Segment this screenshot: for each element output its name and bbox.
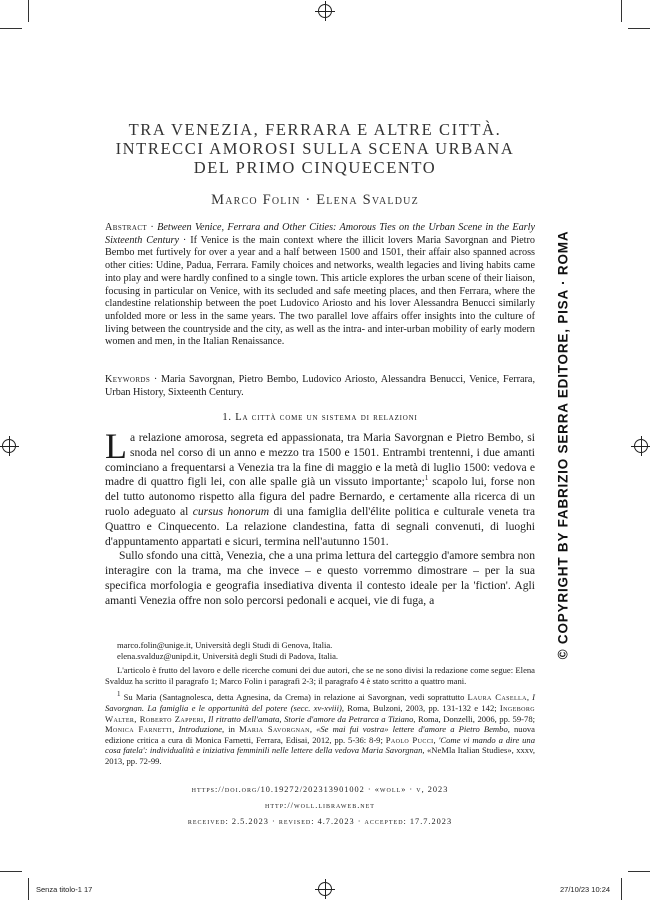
abstract-label: Abstract [105, 222, 148, 233]
crop-mark [28, 878, 29, 900]
body-paragraph-1: La relazione amorosa, segreta ed appassionata, tra Maria Savorgnan e Pietro Bembo, si snoda nel corso di un anno e mezzo tra 1500 e 1501. Entrambi trentenni, i due amanti cominciano a frequentarsi a Venezia tra la fine di maggio e la metà di luglio 1500: vedova e madre di quattro figli lei, con alle spalle già un vissuto importante;$^1$ scapolo lui, forse non del tutto autonomo rispetto alla figura del padre Bernardo, e certamente alla ricerca di un ruolo adeguato al cursus honorum di una famiglia dell'élite politica e culturale veneta tra Quattro e Cinquecento. La relazione clandestina, fatta di segnali convenuti, di luoghi d'appuntamento appartati e sicuri, termina nell'autunno 1501. [105, 426, 536, 548]
footnote-ref-1[interactable]: 1 [424, 474, 429, 483]
crop-mark [628, 28, 650, 29]
doi-link[interactable]: https://doi.org/10.19272/202313901002 · «woll» · v, 2023 [191, 785, 449, 794]
drop-cap: L [105, 426, 127, 466]
keywords-label: Keywords [105, 374, 151, 385]
crop-mark [0, 28, 22, 29]
abstract [105, 222, 535, 349]
authors: Marco Folin · Elena Svalduz [211, 192, 419, 208]
article-footer [105, 782, 535, 830]
slug-right: 27/10/23 10:24 [560, 885, 611, 894]
crop-mark [628, 871, 650, 872]
title-line-1: TRA VENEZIA, FERRARA E ALTRE CITTÀ. [128, 120, 502, 139]
abstract-text: · If Venice is the main context where the illicit lovers Maria Savorgnan and Pietro Bembo met furtively for over a year and a half between 1500 and 1501, their affair also spanned across other cities: Udine, Padua, Ferrara. Family choices and networks, wealth legacies and living habits came into play and were hardly confined to a single town. This article explores the urban scene of their liaison, focusing in particular on Venice, with its secluded and safe meeting places, and then Ferrara, where the clandestine relationship between the poet Ludovico Ariosto and his lover Alessandra Benucci similarly unfolded more or less in the same years. The two parallel love affairs offer insights into the culture of living between the countryside and the city, as well as the intra- and inter-urban mobility of early modern women and men, in the Italian Renaissance. [105, 234, 535, 348]
crop-mark [28, 0, 29, 22]
registration-mark-left-icon [2, 439, 16, 453]
section-heading: 1. La città come un sistema di relazioni [222, 412, 418, 423]
body-text [105, 426, 536, 609]
registration-mark-bottom-icon [318, 882, 332, 896]
keywords-text: · Maria Savorgnan, Pietro Bembo, Ludovico Ariosto, Alessandra Benucci, Venice, Ferrara, Urban History, Sixteenth Century. [105, 374, 535, 398]
slug-left: Senza titolo-1 17 [36, 885, 93, 894]
abstract-separator: · [147, 222, 158, 233]
affiliation-1: marco.folin@unige.it, Università degli Studi di Genova, Italia. [117, 640, 333, 650]
affiliations [105, 640, 535, 771]
footnote-1: $^1$ Su Maria (Santagnolesca, detta Agnesina, da Crema) in relazione ai Savorgnan, vedi soprattutto Laura Casella, I Savorgnan. La famiglia e le opportunità del potere (secc. xv-xviii), Roma, Bulzoni, 2003, pp. 131-132 e 142; Ingeborg Walter, Roberto Zapperi, Il ritratto dell'amata, Storie d'amore da Petrarca a Tiziano, Roma, Donzelli, 2006, pp. 59-78; Monica Farnetti, Introduzione, in Maria Savorgnan, «Se mai fui vostra» lettere d'amore a Pietro Bembo, nuova edizione critica a cura di Monica Farnetti, Ferrara, Edisai, 2012, pp. 5-36: 8-9; Paolo Pucci, 'Come vi mando a dire una cosa fatela': individualità e iniziativa femminili nelle lettere della vedova Maria Savorgnan, «NeMla Italian Studies», xxxv, 2013, pp. 72-99. [105, 690, 536, 766]
submission-dates: received: 2.5.2023 · revised: 4.7.2023 · accepted: 17.7.2023 [187, 817, 453, 826]
affiliation-2: elena.svalduz@unipd.it, Università degli Studi di Padova, Italia. [117, 650, 339, 661]
journal-url[interactable]: http://woll.libraweb.net [265, 801, 375, 810]
registration-mark-top-icon [318, 4, 332, 18]
copyright-notice: © COPYRIGHT BY FABRIZIO SERRA EDITORE, PISA · ROMA [555, 230, 571, 660]
title-line-3: DEL PRIMO CINQUECENTO [193, 158, 437, 177]
authorship-note: L'articolo è frutto del lavoro e delle ricerche comuni dei due autori, che se ne sono divisi la redazione come segue: Elena Svalduz ha scritto il paragrafo 1; Marco Folin i paragrafi 2-3; il paragrafo 4 è stato scritto a quattro mani. [105, 665, 535, 686]
keywords [105, 374, 535, 399]
crop-mark [621, 878, 622, 900]
body-paragraph-2: Sullo sfondo una città, Venezia, che a una prima lettura del carteggio d'amore sembra non interagire con la trama, ma che invece – e questo vorremmo dimostrare – per la sua specifica morfologia e geografia insediativa diventa il contesto ideale per la 'fiction'. Agli amanti Venezia offre non solo percorsi pedonali e acquei, vie di fuga, a [105, 549, 535, 607]
crop-mark [0, 871, 22, 872]
title-line-2: INTRECCI AMOROSI SULLA SCENA URBANA [115, 139, 515, 158]
abstract-english-title: Between Venice, Ferrara and Other Cities: Amorous Ties on the Urban Scene in the Early Sixteenth Century [105, 222, 535, 246]
registration-mark-right-icon [634, 439, 648, 453]
article-title [90, 120, 540, 177]
crop-mark [621, 0, 622, 22]
